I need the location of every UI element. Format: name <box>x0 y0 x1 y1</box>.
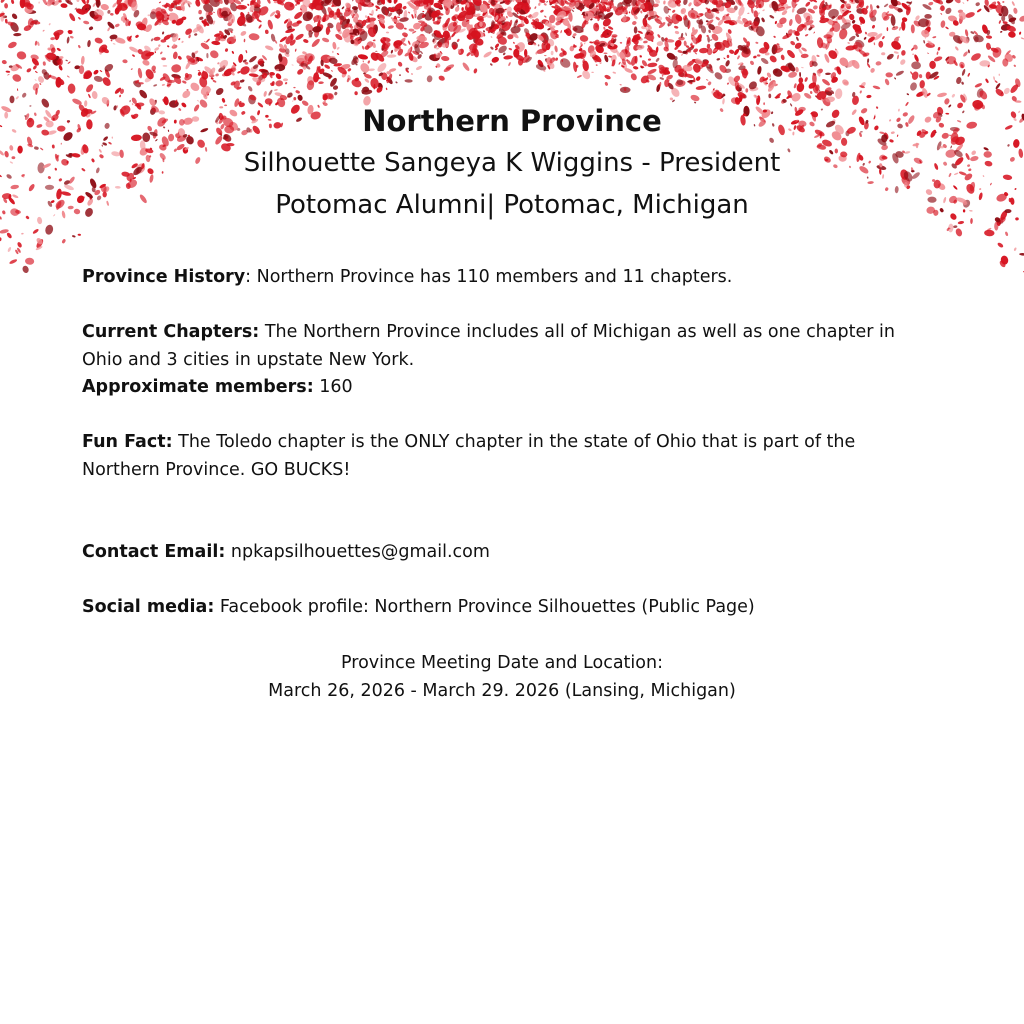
fun-fact-paragraph <box>82 429 932 484</box>
page-title: Northern Province <box>362 104 662 138</box>
members-paragraph <box>82 374 932 402</box>
chapters-label: Current Chapters: <box>82 322 260 342</box>
history-paragraph <box>82 264 932 292</box>
meeting-heading: Province Meeting Date and Location: <box>341 653 663 673</box>
contact-email[interactable]: npkapsilhouettes@gmail.com <box>225 542 490 562</box>
fun-fact-text: The Toledo chapter is the ONLY chapter in the state of Ohio that is part of the Northern Province. GO BUCKS! <box>82 432 856 480</box>
meeting-details: March 26, 2026 - March 29. 2026 (Lansing, Michigan) <box>268 680 736 701</box>
members-text: 160 <box>313 377 353 397</box>
chapters-text: The Northern Province includes all of Michigan as well as one chapter in Ohio and 3 cities in upstate New York. <box>82 322 895 370</box>
social-text: Facebook profile: Northern Province Silhouettes (Public Page) <box>214 597 755 617</box>
social-paragraph <box>82 594 932 622</box>
social-label: Social media: <box>82 597 215 617</box>
chapter-line: Potomac Alumni| Potomac, Michigan <box>275 190 749 220</box>
page-header <box>0 100 1024 226</box>
contact-label: Contact Email: <box>82 542 226 562</box>
chapters-paragraph <box>82 319 932 374</box>
history-label: Province History <box>82 267 246 287</box>
president-line: Silhouette Sangeya K Wiggins - President <box>243 148 781 178</box>
members-label: Approximate members: <box>82 377 314 397</box>
fun-fact-label: Fun Fact: <box>82 432 173 452</box>
meeting-info <box>0 650 1004 705</box>
province-info <box>82 264 932 622</box>
history-text: : Northern Province has 110 members and 11 chapters. <box>245 267 733 287</box>
contact-paragraph <box>82 539 932 567</box>
